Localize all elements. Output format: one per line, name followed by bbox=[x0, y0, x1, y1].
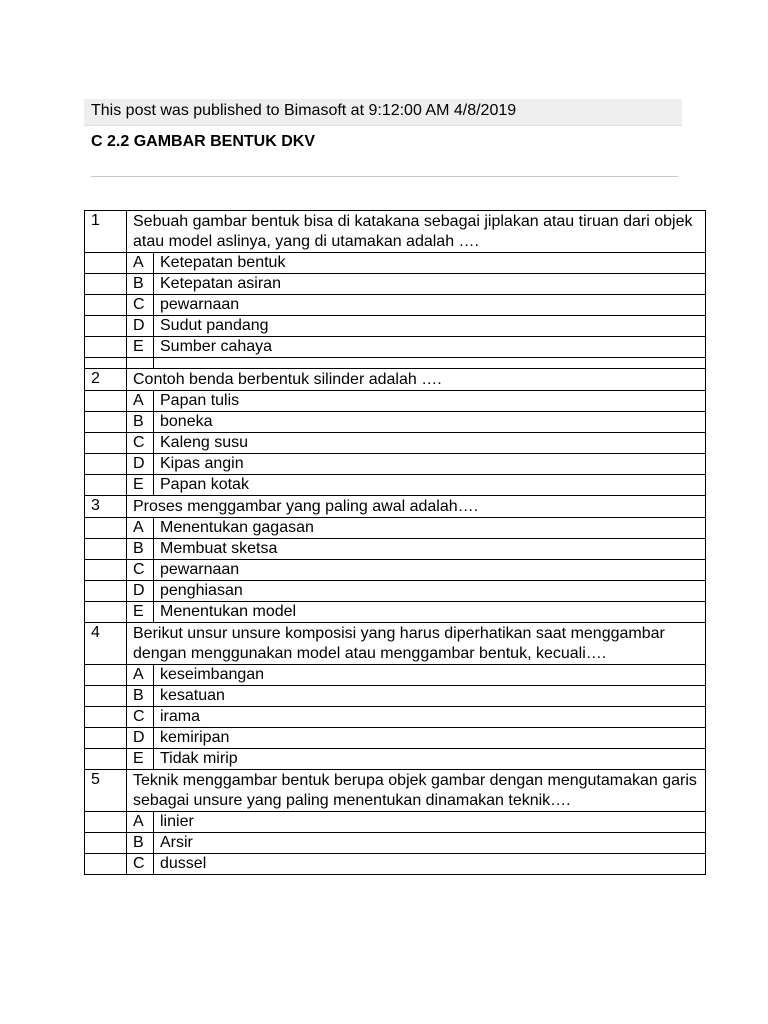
option-row bbox=[85, 253, 706, 274]
option-empty-cell bbox=[85, 581, 127, 602]
option-row bbox=[85, 812, 706, 833]
option-row bbox=[85, 454, 706, 475]
option-letter: B bbox=[127, 412, 154, 433]
question-row bbox=[85, 369, 706, 391]
option-empty-cell bbox=[85, 454, 127, 475]
question-row bbox=[85, 770, 706, 812]
option-row bbox=[85, 749, 706, 770]
option-row bbox=[85, 539, 706, 560]
divider bbox=[91, 176, 678, 177]
question-text: Berikut unsur unsure komposisi yang harus diperhatikan saat menggambar dengan menggunakan model atau menggambar bentuk, kecuali…. bbox=[127, 623, 706, 665]
option-letter: D bbox=[127, 454, 154, 475]
option-row bbox=[85, 274, 706, 295]
option-text: kemiripan bbox=[154, 728, 706, 749]
option-empty-cell bbox=[85, 665, 127, 686]
question-text: Teknik menggambar bentuk berupa objek gambar dengan mengutamakan garis sebagai unsure yang paling menentukan dinamakan teknik…. bbox=[127, 770, 706, 812]
option-empty-cell bbox=[85, 316, 127, 337]
option-empty-cell bbox=[85, 337, 127, 358]
option-letter: D bbox=[127, 316, 154, 337]
option-empty-cell bbox=[85, 833, 127, 854]
option-text: Arsir bbox=[154, 833, 706, 854]
option-row bbox=[85, 581, 706, 602]
option-letter: A bbox=[127, 391, 154, 412]
option-letter: B bbox=[127, 686, 154, 707]
option-text: Papan tulis bbox=[154, 391, 706, 412]
option-text: Kaleng susu bbox=[154, 433, 706, 454]
option-text: Sudut pandang bbox=[154, 316, 706, 337]
option-row bbox=[85, 316, 706, 337]
option-letter: B bbox=[127, 833, 154, 854]
question-number: 1 bbox=[85, 211, 127, 253]
option-empty-cell bbox=[85, 518, 127, 539]
option-row bbox=[85, 337, 706, 358]
spacer-cell bbox=[154, 358, 706, 369]
publish-banner bbox=[84, 99, 682, 126]
question-number: 3 bbox=[85, 496, 127, 518]
spacer-row bbox=[85, 358, 706, 369]
option-row bbox=[85, 518, 706, 539]
option-empty-cell bbox=[85, 253, 127, 274]
option-empty-cell bbox=[85, 686, 127, 707]
option-letter: E bbox=[127, 337, 154, 358]
option-letter: C bbox=[127, 560, 154, 581]
option-row bbox=[85, 433, 706, 454]
option-empty-cell bbox=[85, 812, 127, 833]
option-letter: C bbox=[127, 854, 154, 875]
question-text: Contoh benda berbentuk silinder adalah …. bbox=[127, 369, 706, 391]
option-letter: E bbox=[127, 602, 154, 623]
spacer-cell bbox=[127, 358, 154, 369]
option-empty-cell bbox=[85, 295, 127, 316]
question-row bbox=[85, 211, 706, 253]
option-text: Menentukan model bbox=[154, 602, 706, 623]
option-letter: A bbox=[127, 518, 154, 539]
option-text: penghiasan bbox=[154, 581, 706, 602]
question-row bbox=[85, 496, 706, 518]
option-text: Kipas angin bbox=[154, 454, 706, 475]
option-empty-cell bbox=[85, 475, 127, 496]
option-empty-cell bbox=[85, 391, 127, 412]
question-number: 4 bbox=[85, 623, 127, 665]
option-letter: B bbox=[127, 274, 154, 295]
option-text: Tidak mirip bbox=[154, 749, 706, 770]
option-text: dussel bbox=[154, 854, 706, 875]
option-letter: E bbox=[127, 475, 154, 496]
option-letter: A bbox=[127, 253, 154, 274]
spacer-cell bbox=[85, 358, 127, 369]
option-empty-cell bbox=[85, 412, 127, 433]
option-letter: C bbox=[127, 707, 154, 728]
option-empty-cell bbox=[85, 854, 127, 875]
option-text: Menentukan gagasan bbox=[154, 518, 706, 539]
option-text: Membuat sketsa bbox=[154, 539, 706, 560]
quiz-body bbox=[85, 211, 706, 875]
option-text: kesatuan bbox=[154, 686, 706, 707]
question-text: Proses menggambar yang paling awal adalah…. bbox=[127, 496, 706, 518]
option-empty-cell bbox=[85, 539, 127, 560]
option-letter: C bbox=[127, 433, 154, 454]
option-letter: B bbox=[127, 539, 154, 560]
option-letter: D bbox=[127, 581, 154, 602]
option-empty-cell bbox=[85, 707, 127, 728]
question-text: Sebuah gambar bentuk bisa di katakana sebagai jiplakan atau tiruan dari objek atau model aslinya, yang di utamakan adalah …. bbox=[127, 211, 706, 253]
option-row bbox=[85, 854, 706, 875]
option-text: boneka bbox=[154, 412, 706, 433]
option-letter: E bbox=[127, 749, 154, 770]
option-text: pewarnaan bbox=[154, 295, 706, 316]
option-row bbox=[85, 728, 706, 749]
option-text: Ketepatan bentuk bbox=[154, 253, 706, 274]
option-letter: A bbox=[127, 812, 154, 833]
option-empty-cell bbox=[85, 728, 127, 749]
option-empty-cell bbox=[85, 560, 127, 581]
option-row bbox=[85, 833, 706, 854]
question-number: 5 bbox=[85, 770, 127, 812]
option-letter: A bbox=[127, 665, 154, 686]
option-row bbox=[85, 391, 706, 412]
question-number: 2 bbox=[85, 369, 127, 391]
publish-notice: This post was published to Bimasoft at 9:12:00 AM 4/8/2019 bbox=[91, 102, 517, 119]
option-letter: D bbox=[127, 728, 154, 749]
option-letter: C bbox=[127, 295, 154, 316]
question-row bbox=[85, 623, 706, 665]
option-row bbox=[85, 602, 706, 623]
option-text: Papan kotak bbox=[154, 475, 706, 496]
document-title: C 2.2 GAMBAR BENTUK DKV bbox=[91, 133, 316, 150]
option-empty-cell bbox=[85, 602, 127, 623]
option-empty-cell bbox=[85, 274, 127, 295]
option-text: irama bbox=[154, 707, 706, 728]
option-row bbox=[85, 665, 706, 686]
option-row bbox=[85, 560, 706, 581]
option-row bbox=[85, 707, 706, 728]
option-text: Sumber cahaya bbox=[154, 337, 706, 358]
option-row bbox=[85, 686, 706, 707]
option-text: linier bbox=[154, 812, 706, 833]
option-row bbox=[85, 412, 706, 433]
option-empty-cell bbox=[85, 749, 127, 770]
option-text: Ketepatan asiran bbox=[154, 274, 706, 295]
quiz-table bbox=[84, 210, 706, 875]
option-empty-cell bbox=[85, 433, 127, 454]
option-text: keseimbangan bbox=[154, 665, 706, 686]
option-row bbox=[85, 295, 706, 316]
option-text: pewarnaan bbox=[154, 560, 706, 581]
option-row bbox=[85, 475, 706, 496]
